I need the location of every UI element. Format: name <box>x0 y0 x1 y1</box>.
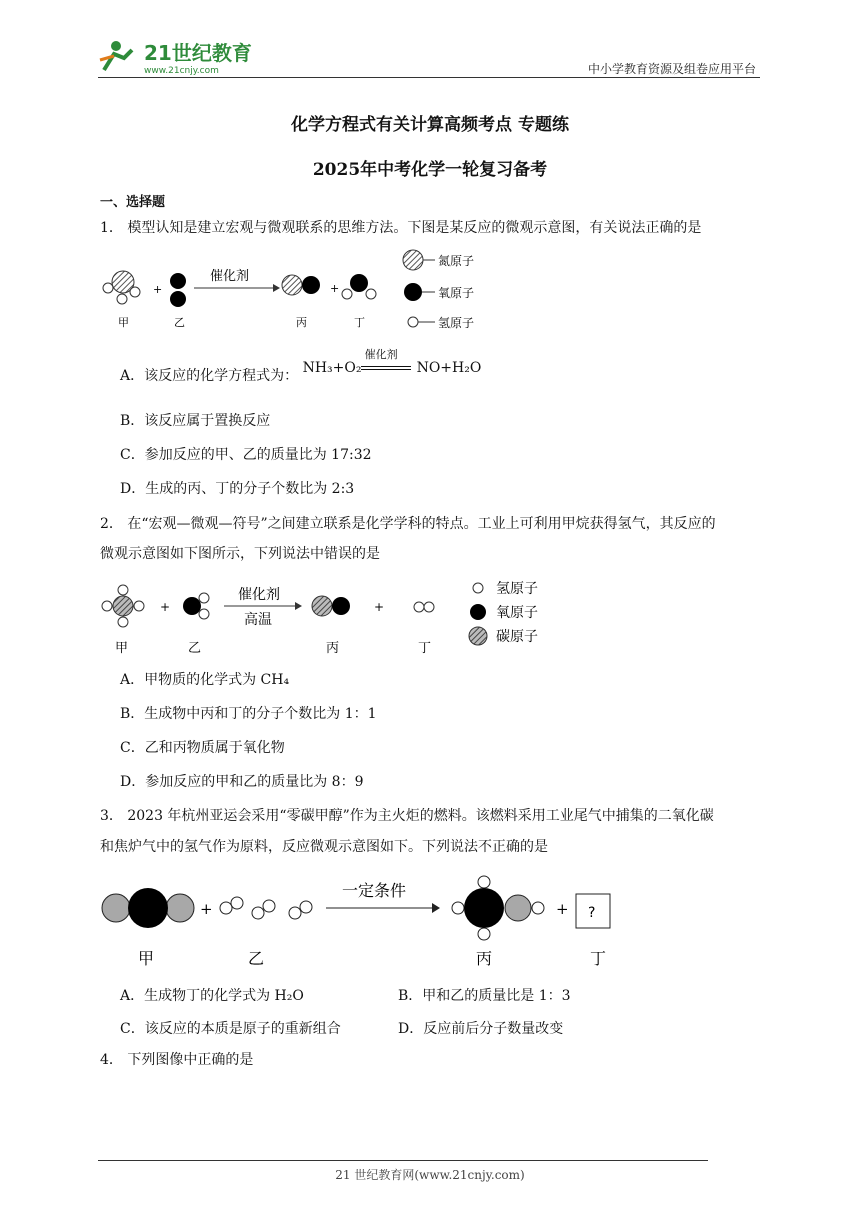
q2-option-a: A．甲物质的化学式为 CH₄ <box>120 672 290 688</box>
question-2-stem-line2: 微观示意图如下图所示，下列说法中错误的是 <box>100 546 380 562</box>
page-subtitle: 2025年中考化学一轮复习备考 <box>312 160 548 180</box>
svg-text:碳原子: 碳原子 <box>496 629 538 645</box>
question-1-diagram <box>98 246 498 340</box>
question-1-stem: 1． 模型认知是建立宏观与微观联系的思维方法。下图是某反应的微观示意图，有关说法正确的是 <box>100 220 702 236</box>
page-title: 化学方程式有关计算高频考点 专题练 <box>291 115 569 135</box>
svg-text:21世纪教育: 21世纪教育 <box>144 41 252 65</box>
q2-option-c: C．乙和丙物质属于氧化物 <box>120 740 285 756</box>
svg-text:氧原子: 氧原子 <box>438 286 475 300</box>
svg-text:高温: 高温 <box>244 612 272 628</box>
footer-text: 21 世纪教育网(www.21cnjy.com) <box>335 1168 525 1182</box>
svg-text:乙: 乙 <box>248 949 265 968</box>
svg-text:+: + <box>200 900 213 918</box>
question-3-stem-line1: 3． 2023 年杭州亚运会采用“零碳甲醇”作为主火炬的燃料。该燃料采用工业尾气中捕集的二氧化碳 <box>100 808 714 824</box>
question-2-diagram <box>98 578 558 664</box>
svg-text:氢原子: 氢原子 <box>438 316 475 330</box>
svg-text:+: + <box>374 600 385 614</box>
question-2-stem-line1: 2． 在“宏观—微观—符号”之间建立联系是化学学科的特点。工业上可利用甲烷获得氢气，其反应的 <box>100 516 716 532</box>
svg-text:丁: 丁 <box>418 641 432 656</box>
q3-option-c: C．该反应的本质是原子的重新组合 <box>120 1021 341 1037</box>
q1-option-d: D．生成的丙、丁的分子个数比为 2:3 <box>120 481 355 497</box>
svg-text:甲: 甲 <box>118 316 129 329</box>
q1-option-b: B．该反应属于置换反应 <box>120 413 271 429</box>
q3-option-d: D．反应前后分子数量改变 <box>398 1021 564 1037</box>
site-logo <box>96 36 256 76</box>
svg-text:丁: 丁 <box>590 949 607 968</box>
q3-option-b: B．甲和乙的质量比是 1：3 <box>398 988 571 1004</box>
svg-text:氧原子: 氧原子 <box>496 605 538 621</box>
q2-option-b: B．生成物中丙和丁的分子个数比为 1：1 <box>120 706 377 722</box>
svg-text:一定条件: 一定条件 <box>342 881 407 900</box>
svg-text:氢原子: 氢原子 <box>496 581 538 597</box>
svg-text:乙: 乙 <box>188 641 202 656</box>
question-3-stem-line2: 和焦炉气中的氢气作为原料，反应微观示意图如下。下列说法不正确的是 <box>100 839 548 855</box>
svg-text:催化剂: 催化剂 <box>238 587 280 603</box>
q2-option-d: D．参加反应的甲和乙的质量比为 8：9 <box>120 774 364 790</box>
svg-text:丙: 丙 <box>476 949 493 968</box>
header-platform-text: 中小学教育资源及组卷应用平台 <box>587 62 756 76</box>
svg-text:+: + <box>556 900 569 918</box>
footer-divider <box>98 1160 708 1161</box>
svg-text:丁: 丁 <box>354 316 365 329</box>
svg-text:甲: 甲 <box>115 641 129 656</box>
svg-text:?: ? <box>588 905 596 921</box>
header-divider <box>98 77 760 78</box>
svg-text:丙: 丙 <box>296 316 307 329</box>
question-3-diagram <box>98 868 628 976</box>
svg-text:+: + <box>153 283 163 296</box>
svg-text:www.21cnjy.com: www.21cnjy.com <box>144 66 219 76</box>
svg-text:+: + <box>160 600 171 614</box>
svg-text:丙: 丙 <box>326 641 340 656</box>
svg-text:催化剂: 催化剂 <box>210 269 250 284</box>
question-4-stem: 4． 下列图像中正确的是 <box>100 1052 254 1068</box>
q3-option-a: A．生成物丁的化学式为 H₂O <box>120 988 304 1004</box>
svg-text:甲: 甲 <box>138 949 155 968</box>
q1-option-c: C．参加反应的甲、乙的质量比为 17:32 <box>120 447 372 463</box>
svg-text:氮原子: 氮原子 <box>438 254 475 268</box>
q1-option-a: A．该反应的化学方程式为： NH₃+O₂ 催化剂 NO+H₂O <box>120 348 482 384</box>
svg-text:+: + <box>330 282 340 295</box>
section-heading: 一、选择题 <box>100 195 166 210</box>
svg-text:乙: 乙 <box>174 316 185 329</box>
